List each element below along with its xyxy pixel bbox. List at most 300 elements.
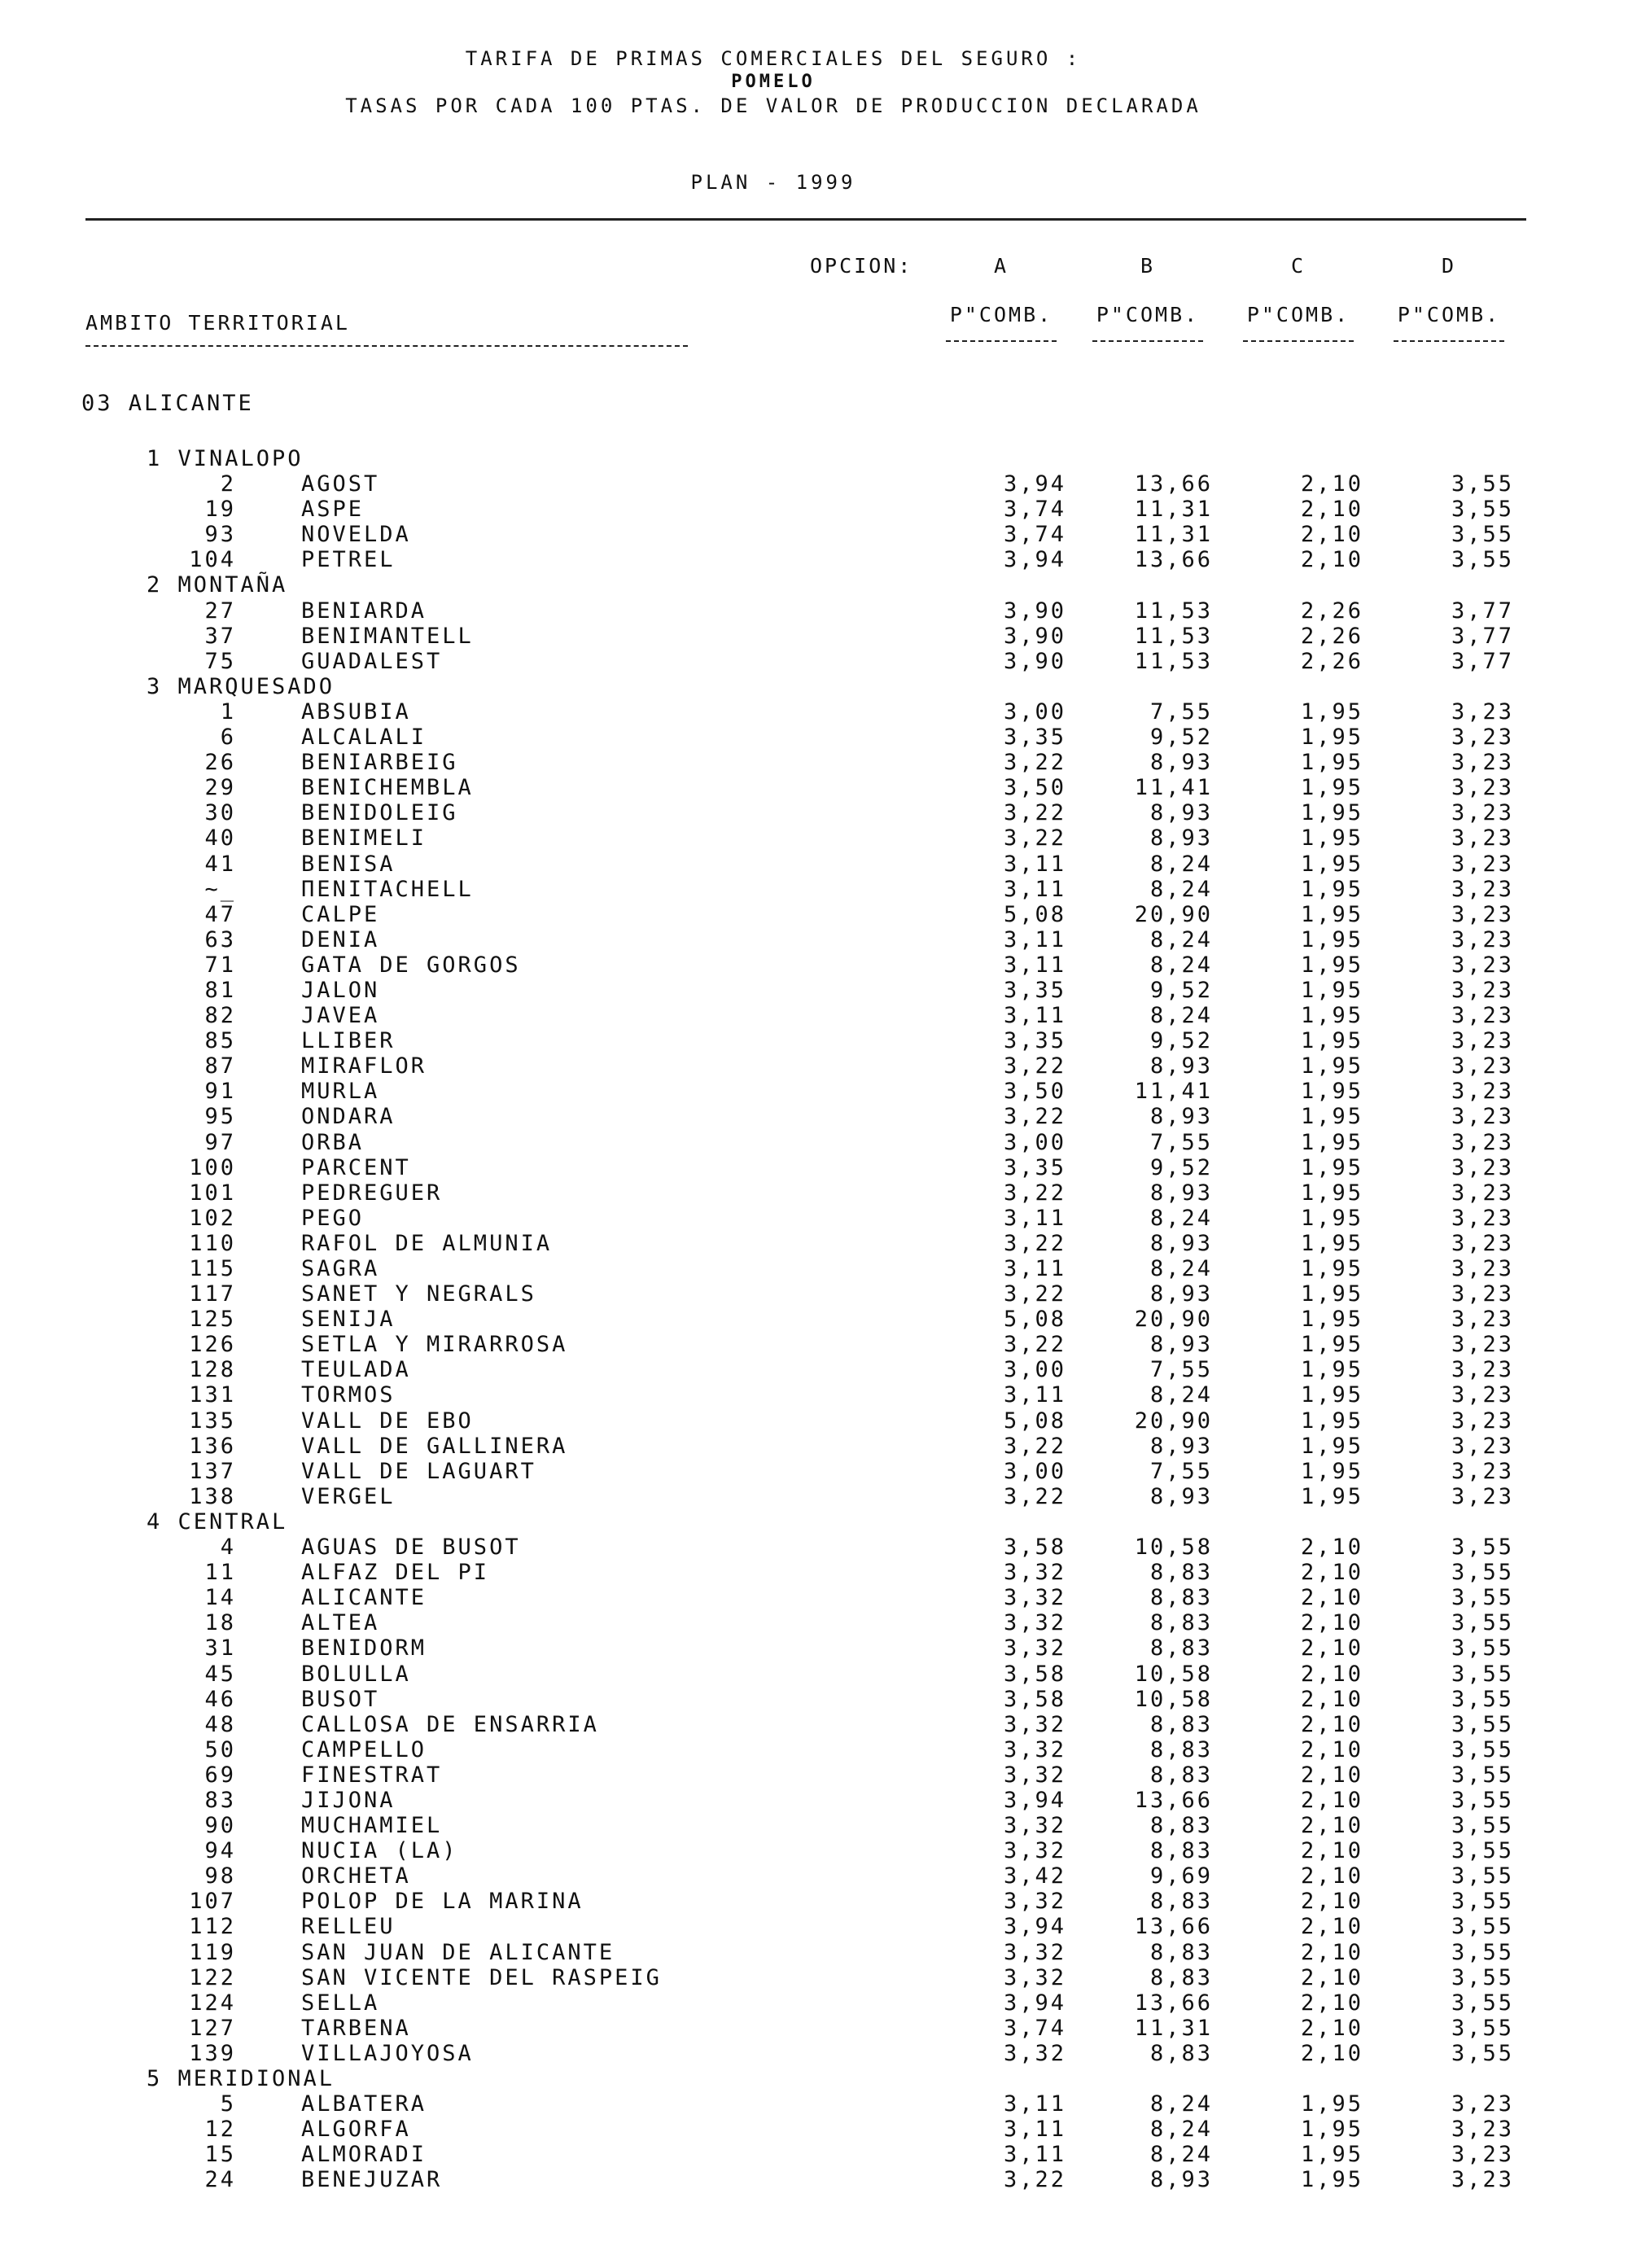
municipality-name: SETLA Y MIRARROSA bbox=[301, 1332, 568, 1358]
table-row bbox=[0, 1889, 1628, 1914]
municipality-name: SANET Y NEGRALS bbox=[301, 1281, 536, 1307]
rate-d: 3,23 bbox=[1451, 1357, 1514, 1383]
rate-d: 3,55 bbox=[1451, 471, 1514, 497]
table-row bbox=[0, 825, 1628, 851]
municipality-code: 12 bbox=[204, 2117, 236, 2143]
rate-a: 3,32 bbox=[1003, 1762, 1066, 1788]
header-rule bbox=[85, 218, 1526, 221]
table-row bbox=[0, 978, 1628, 1003]
rate-c: 1,95 bbox=[1300, 775, 1363, 801]
rate-b: 8,83 bbox=[1149, 1762, 1213, 1788]
municipality-name: ALICANTE bbox=[301, 1585, 427, 1611]
municipality-code: 104 bbox=[189, 547, 236, 573]
rate-c: 2,10 bbox=[1300, 1787, 1363, 1813]
rate-c: 1,95 bbox=[1300, 1408, 1363, 1434]
rate-a: 3,00 bbox=[1003, 1129, 1066, 1155]
rate-c: 1,95 bbox=[1300, 977, 1363, 1003]
rate-a: 3,11 bbox=[1003, 1256, 1066, 1281]
rate-c: 2,26 bbox=[1300, 648, 1363, 674]
doc-subtitle: TASAS POR CADA 100 PTAS. DE VALOR DE PRODUCCION DECLARADA bbox=[345, 94, 1201, 117]
rate-c: 2,10 bbox=[1300, 1939, 1363, 1965]
municipality-code: 18 bbox=[204, 1610, 236, 1636]
table-row bbox=[0, 1560, 1628, 1585]
rate-b: 8,83 bbox=[1149, 1813, 1213, 1839]
rate-b: 13,66 bbox=[1134, 547, 1213, 573]
province-heading: 03 ALICANTE bbox=[81, 391, 254, 416]
rate-b: 8,24 bbox=[1149, 876, 1213, 902]
table-row bbox=[0, 877, 1628, 902]
rate-b: 11,41 bbox=[1134, 775, 1213, 801]
rate-a: 3,58 bbox=[1003, 1686, 1066, 1712]
rate-c: 1,95 bbox=[1300, 876, 1363, 902]
rate-c: 1,95 bbox=[1300, 1332, 1363, 1358]
table-row bbox=[0, 1762, 1628, 1788]
rate-b: 8,83 bbox=[1149, 1711, 1213, 1737]
municipality-code: 26 bbox=[204, 750, 236, 776]
rate-d: 3,23 bbox=[1451, 698, 1514, 725]
rate-a: 3,32 bbox=[1003, 1964, 1066, 1990]
ambito-label: AMBITO TERRITORIAL bbox=[85, 311, 350, 335]
rate-d: 3,23 bbox=[1451, 1180, 1514, 1206]
rate-b: 9,52 bbox=[1149, 1028, 1213, 1054]
col-header-a: P"COMB. bbox=[949, 303, 1053, 326]
municipality-code: 82 bbox=[204, 1003, 236, 1029]
municipality-name: VILLAJOYOSA bbox=[301, 2040, 474, 2066]
group-heading bbox=[0, 2066, 1628, 2091]
rate-b: 9,69 bbox=[1149, 1863, 1213, 1889]
municipality-code: 115 bbox=[189, 1256, 236, 1281]
rate-b: 8,24 bbox=[1149, 1003, 1213, 1029]
rate-a: 3,22 bbox=[1003, 2167, 1066, 2193]
doc-title: TARIFA DE PRIMAS COMERCIALES DEL SEGURO : bbox=[465, 47, 1082, 70]
municipality-code: 47 bbox=[204, 901, 236, 927]
rate-d: 3,55 bbox=[1451, 1914, 1514, 1940]
rate-b: 20,90 bbox=[1134, 901, 1213, 927]
rate-c: 1,95 bbox=[1300, 952, 1363, 978]
rate-d: 3,77 bbox=[1451, 623, 1514, 649]
table-row bbox=[0, 1788, 1628, 1813]
municipality-name: GUADALEST bbox=[301, 648, 443, 674]
municipality-name: BOLULLA bbox=[301, 1661, 411, 1687]
rate-b: 11,41 bbox=[1134, 1079, 1213, 1105]
opcion-label: OPCION: bbox=[810, 254, 913, 278]
table-row bbox=[0, 1382, 1628, 1408]
table-row bbox=[0, 1028, 1628, 1053]
rate-a: 3,22 bbox=[1003, 1433, 1066, 1459]
rate-b: 8,24 bbox=[1149, 1256, 1213, 1281]
rate-a: 3,22 bbox=[1003, 1332, 1066, 1358]
rate-d: 3,55 bbox=[1451, 497, 1514, 523]
rate-d: 3,23 bbox=[1451, 1028, 1514, 1054]
rate-b: 8,24 bbox=[1149, 2117, 1213, 2143]
municipality-name: ORCHETA bbox=[301, 1863, 411, 1889]
rate-b: 10,58 bbox=[1134, 1661, 1213, 1687]
rate-b: 8,83 bbox=[1149, 1635, 1213, 1662]
rate-d: 3,23 bbox=[1451, 977, 1514, 1003]
rate-a: 3,22 bbox=[1003, 1104, 1066, 1130]
table-row bbox=[0, 1662, 1628, 1687]
table-row bbox=[0, 1737, 1628, 1762]
rate-a: 5,08 bbox=[1003, 901, 1066, 927]
rate-a: 3,90 bbox=[1003, 648, 1066, 674]
rate-a: 3,22 bbox=[1003, 1180, 1066, 1206]
municipality-code: 31 bbox=[204, 1635, 236, 1662]
table-row bbox=[0, 2016, 1628, 2041]
rate-a: 3,32 bbox=[1003, 2040, 1066, 2066]
municipality-name: VALL DE GALLINERA bbox=[301, 1433, 568, 1459]
rate-d: 3,55 bbox=[1451, 1964, 1514, 1990]
rate-d: 3,23 bbox=[1451, 1053, 1514, 1079]
municipality-name: ABSUBIA bbox=[301, 698, 411, 725]
rate-c: 2,10 bbox=[1300, 2015, 1363, 2041]
rate-c: 2,10 bbox=[1300, 1585, 1363, 1611]
rate-a: 3,22 bbox=[1003, 825, 1066, 852]
table-row bbox=[0, 1003, 1628, 1028]
rate-c: 2,10 bbox=[1300, 1635, 1363, 1662]
underline-a bbox=[946, 340, 1057, 342]
municipality-name: BENISA bbox=[301, 851, 396, 877]
ambito-underline bbox=[85, 345, 688, 347]
table-row bbox=[0, 1281, 1628, 1307]
rate-a: 3,00 bbox=[1003, 698, 1066, 725]
rate-d: 3,23 bbox=[1451, 775, 1514, 801]
rate-table bbox=[0, 446, 1628, 2192]
underline-d bbox=[1394, 340, 1504, 342]
municipality-code: 63 bbox=[204, 926, 236, 952]
municipality-code: 135 bbox=[189, 1408, 236, 1434]
rate-b: 11,31 bbox=[1134, 497, 1213, 523]
table-row bbox=[0, 1459, 1628, 1484]
rate-a: 3,90 bbox=[1003, 598, 1066, 624]
rate-d: 3,23 bbox=[1451, 2142, 1514, 2168]
municipality-name: AGUAS DE BUSOT bbox=[301, 1535, 521, 1561]
rate-d: 3,55 bbox=[1451, 522, 1514, 548]
rate-b: 8,83 bbox=[1149, 1560, 1213, 1586]
rate-c: 2,10 bbox=[1300, 1964, 1363, 1990]
municipality-code: 93 bbox=[204, 522, 236, 548]
rate-c: 2,10 bbox=[1300, 1711, 1363, 1737]
rate-c: 1,95 bbox=[1300, 1129, 1363, 1155]
municipality-name: ALTEA bbox=[301, 1610, 380, 1636]
municipality-code: 102 bbox=[189, 1205, 236, 1231]
rate-b: 11,53 bbox=[1134, 623, 1213, 649]
rate-d: 3,23 bbox=[1451, 2167, 1514, 2193]
rate-a: 3,58 bbox=[1003, 1661, 1066, 1687]
group-label: 1 VINALOPO bbox=[147, 446, 304, 471]
rate-d: 3,23 bbox=[1451, 952, 1514, 978]
rate-d: 3,23 bbox=[1451, 1281, 1514, 1307]
municipality-name: DENIA bbox=[301, 926, 380, 952]
table-row bbox=[0, 1535, 1628, 1560]
rate-a: 3,00 bbox=[1003, 1458, 1066, 1484]
rate-d: 3,55 bbox=[1451, 1863, 1514, 1889]
municipality-name: GATA DE GORGOS bbox=[301, 952, 521, 978]
table-row bbox=[0, 902, 1628, 927]
rate-a: 3,11 bbox=[1003, 876, 1066, 902]
rate-c: 2,10 bbox=[1300, 1560, 1363, 1586]
rate-c: 1,95 bbox=[1300, 1079, 1363, 1105]
option-c: C bbox=[1290, 254, 1306, 278]
rate-c: 1,95 bbox=[1300, 2142, 1363, 2168]
rate-d: 3,55 bbox=[1451, 1585, 1514, 1611]
municipality-name: BENIMANTELL bbox=[301, 623, 474, 649]
municipality-code: 127 bbox=[189, 2015, 236, 2041]
municipality-name: ALCALALI bbox=[301, 725, 427, 751]
rate-b: 8,24 bbox=[1149, 952, 1213, 978]
table-row bbox=[0, 1256, 1628, 1281]
group-heading bbox=[0, 572, 1628, 598]
table-row bbox=[0, 2041, 1628, 2066]
rate-d: 3,23 bbox=[1451, 1433, 1514, 1459]
rate-d: 3,55 bbox=[1451, 547, 1514, 573]
rate-b: 10,58 bbox=[1134, 1535, 1213, 1561]
municipality-name: SAGRA bbox=[301, 1256, 380, 1281]
municipality-name: BENIDORM bbox=[301, 1635, 427, 1662]
rate-d: 3,23 bbox=[1451, 825, 1514, 852]
rate-d: 3,77 bbox=[1451, 648, 1514, 674]
rate-c: 1,95 bbox=[1300, 1281, 1363, 1307]
rate-b: 7,55 bbox=[1149, 1357, 1213, 1383]
rate-d: 3,55 bbox=[1451, 1990, 1514, 2016]
table-row bbox=[0, 598, 1628, 624]
municipality-name: BENEJUZAR bbox=[301, 2167, 443, 2193]
rate-d: 3,55 bbox=[1451, 1787, 1514, 1813]
group-label: 2 MONTAÑA bbox=[147, 572, 288, 598]
col-header-b: P"COMB. bbox=[1096, 303, 1200, 326]
rate-b: 13,66 bbox=[1134, 1914, 1213, 1940]
rate-d: 3,23 bbox=[1451, 2117, 1514, 2143]
rate-a: 3,22 bbox=[1003, 750, 1066, 776]
municipality-code: 41 bbox=[204, 851, 236, 877]
rate-b: 8,83 bbox=[1149, 1610, 1213, 1636]
rate-c: 2,10 bbox=[1300, 522, 1363, 548]
rate-c: 1,95 bbox=[1300, 1205, 1363, 1231]
municipality-name: ORBA bbox=[301, 1129, 365, 1155]
municipality-code: 29 bbox=[204, 775, 236, 801]
rate-a: 3,35 bbox=[1003, 1154, 1066, 1180]
option-a: A bbox=[993, 254, 1009, 278]
rate-c: 2,26 bbox=[1300, 623, 1363, 649]
rate-d: 3,55 bbox=[1451, 1711, 1514, 1737]
municipality-name: ALBATERA bbox=[301, 2091, 427, 2117]
municipality-code: 40 bbox=[204, 825, 236, 852]
table-row bbox=[0, 800, 1628, 825]
rate-b: 8,93 bbox=[1149, 1180, 1213, 1206]
rate-c: 2,10 bbox=[1300, 1610, 1363, 1636]
rate-d: 3,55 bbox=[1451, 1535, 1514, 1561]
municipality-code: 126 bbox=[189, 1332, 236, 1358]
municipality-code: 75 bbox=[204, 648, 236, 674]
rate-b: 20,90 bbox=[1134, 1408, 1213, 1434]
rate-c: 1,95 bbox=[1300, 1458, 1363, 1484]
rate-c: 2,26 bbox=[1300, 598, 1363, 624]
municipality-name: BENIARBEIG bbox=[301, 750, 458, 776]
rate-a: 3,22 bbox=[1003, 1483, 1066, 1509]
rate-c: 1,95 bbox=[1300, 2167, 1363, 2193]
municipality-code: 50 bbox=[204, 1736, 236, 1762]
rate-d: 3,23 bbox=[1451, 1256, 1514, 1281]
rate-d: 3,23 bbox=[1451, 901, 1514, 927]
municipality-name: SAN JUAN DE ALICANTE bbox=[301, 1939, 615, 1965]
col-header-d: P"COMB. bbox=[1397, 303, 1501, 326]
rate-d: 3,55 bbox=[1451, 1686, 1514, 1712]
rate-c: 1,95 bbox=[1300, 1230, 1363, 1256]
municipality-name: PEGO bbox=[301, 1205, 365, 1231]
group-label: 4 CENTRAL bbox=[147, 1508, 288, 1535]
rate-a: 3,94 bbox=[1003, 1990, 1066, 2016]
table-row bbox=[0, 547, 1628, 572]
rate-c: 1,95 bbox=[1300, 1028, 1363, 1054]
rate-d: 3,23 bbox=[1451, 926, 1514, 952]
municipality-name: LLIBER bbox=[301, 1028, 396, 1054]
rate-d: 3,55 bbox=[1451, 1838, 1514, 1864]
table-row bbox=[0, 1863, 1628, 1889]
table-row bbox=[0, 952, 1628, 978]
municipality-code: 125 bbox=[189, 1307, 236, 1333]
municipality-code: 27 bbox=[204, 598, 236, 624]
rate-c: 2,10 bbox=[1300, 1813, 1363, 1839]
table-row bbox=[0, 852, 1628, 877]
rate-a: 3,11 bbox=[1003, 2142, 1066, 2168]
municipality-name: RELLEU bbox=[301, 1914, 396, 1940]
rate-d: 3,23 bbox=[1451, 1104, 1514, 1130]
table-row bbox=[0, 1104, 1628, 1129]
rate-c: 1,95 bbox=[1300, 1483, 1363, 1509]
rate-d: 3,23 bbox=[1451, 750, 1514, 776]
underline-c bbox=[1243, 340, 1354, 342]
municipality-code: 85 bbox=[204, 1028, 236, 1054]
municipality-name: VALL DE LAGUART bbox=[301, 1458, 536, 1484]
municipality-code: 107 bbox=[189, 1889, 236, 1915]
rate-a: 3,22 bbox=[1003, 1230, 1066, 1256]
crop-name: POMELO bbox=[731, 72, 816, 92]
rate-d: 3,55 bbox=[1451, 1560, 1514, 1586]
municipality-name: ASPE bbox=[301, 497, 365, 523]
municipality-name: NUCIA (LA) bbox=[301, 1838, 458, 1864]
table-row bbox=[0, 1434, 1628, 1459]
rate-d: 3,23 bbox=[1451, 851, 1514, 877]
municipality-code: 15 bbox=[204, 2142, 236, 2168]
rate-b: 8,93 bbox=[1149, 825, 1213, 852]
rate-b: 8,24 bbox=[1149, 1382, 1213, 1408]
rate-a: 3,35 bbox=[1003, 977, 1066, 1003]
municipality-code: 11 bbox=[204, 1560, 236, 1586]
municipality-code: 97 bbox=[204, 1129, 236, 1155]
municipality-name: PETREL bbox=[301, 547, 396, 573]
rate-b: 8,83 bbox=[1149, 1838, 1213, 1864]
rate-a: 3,11 bbox=[1003, 952, 1066, 978]
municipality-code: 2 bbox=[220, 471, 236, 497]
rate-a: 3,35 bbox=[1003, 1028, 1066, 1054]
rate-c: 2,10 bbox=[1300, 1661, 1363, 1687]
municipality-name: SENIJA bbox=[301, 1307, 396, 1333]
municipality-name: TORMOS bbox=[301, 1382, 396, 1408]
table-row bbox=[0, 1940, 1628, 1965]
rate-d: 3,55 bbox=[1451, 1889, 1514, 1915]
rate-c: 1,95 bbox=[1300, 1154, 1363, 1180]
rate-a: 3,50 bbox=[1003, 1079, 1066, 1105]
rate-b: 8,24 bbox=[1149, 926, 1213, 952]
table-row bbox=[0, 1990, 1628, 2016]
rate-c: 1,95 bbox=[1300, 1357, 1363, 1383]
rate-d: 3,23 bbox=[1451, 725, 1514, 751]
rate-b: 7,55 bbox=[1149, 698, 1213, 725]
rate-a: 3,11 bbox=[1003, 851, 1066, 877]
rate-c: 1,95 bbox=[1300, 725, 1363, 751]
rate-b: 8,83 bbox=[1149, 1889, 1213, 1915]
table-row bbox=[0, 522, 1628, 547]
municipality-code: 1 bbox=[220, 698, 236, 725]
municipality-code: ~_ bbox=[204, 876, 236, 902]
rate-d: 3,23 bbox=[1451, 2091, 1514, 2117]
table-row bbox=[0, 725, 1628, 750]
rate-d: 3,55 bbox=[1451, 2040, 1514, 2066]
table-row bbox=[0, 624, 1628, 649]
rate-b: 8,93 bbox=[1149, 1230, 1213, 1256]
rate-d: 3,77 bbox=[1451, 598, 1514, 624]
rate-c: 1,95 bbox=[1300, 1433, 1363, 1459]
table-row bbox=[0, 2091, 1628, 2117]
rate-a: 3,11 bbox=[1003, 1205, 1066, 1231]
municipality-code: 24 bbox=[204, 2167, 236, 2193]
municipality-code: 138 bbox=[189, 1483, 236, 1509]
rate-a: 3,94 bbox=[1003, 547, 1066, 573]
table-row bbox=[0, 1231, 1628, 1256]
table-row bbox=[0, 1180, 1628, 1206]
rate-d: 3,23 bbox=[1451, 1332, 1514, 1358]
rate-d: 3,23 bbox=[1451, 1129, 1514, 1155]
rate-c: 1,95 bbox=[1300, 1104, 1363, 1130]
rate-b: 8,93 bbox=[1149, 1281, 1213, 1307]
table-row bbox=[0, 649, 1628, 674]
municipality-name: BUSOT bbox=[301, 1686, 380, 1712]
municipality-code: 100 bbox=[189, 1154, 236, 1180]
group-heading bbox=[0, 446, 1628, 471]
rate-d: 3,23 bbox=[1451, 800, 1514, 826]
rate-c: 1,95 bbox=[1300, 2117, 1363, 2143]
rate-b: 8,83 bbox=[1149, 1585, 1213, 1611]
table-row bbox=[0, 2167, 1628, 2192]
rate-c: 1,95 bbox=[1300, 1382, 1363, 1408]
municipality-name: MURLA bbox=[301, 1079, 380, 1105]
municipality-name: ΠENITACHELL bbox=[301, 876, 474, 902]
municipality-code: 5 bbox=[220, 2091, 236, 2117]
municipality-name: MUCHAMIEL bbox=[301, 1813, 443, 1839]
municipality-code: 45 bbox=[204, 1661, 236, 1687]
rate-d: 3,55 bbox=[1451, 1813, 1514, 1839]
rate-c: 2,10 bbox=[1300, 1535, 1363, 1561]
rate-a: 3,11 bbox=[1003, 1382, 1066, 1408]
municipality-code: 136 bbox=[189, 1433, 236, 1459]
rate-b: 9,52 bbox=[1149, 725, 1213, 751]
rate-d: 3,23 bbox=[1451, 1408, 1514, 1434]
rate-a: 3,74 bbox=[1003, 522, 1066, 548]
rate-d: 3,55 bbox=[1451, 1762, 1514, 1788]
municipality-name: BENIARDA bbox=[301, 598, 427, 624]
rate-d: 3,23 bbox=[1451, 1079, 1514, 1105]
rate-c: 1,95 bbox=[1300, 1053, 1363, 1079]
municipality-code: 87 bbox=[204, 1053, 236, 1079]
municipality-code: 137 bbox=[189, 1458, 236, 1484]
rate-c: 1,95 bbox=[1300, 698, 1363, 725]
rate-a: 3,32 bbox=[1003, 1939, 1066, 1965]
municipality-name: JALON bbox=[301, 977, 380, 1003]
municipality-code: 117 bbox=[189, 1281, 236, 1307]
table-row bbox=[0, 1965, 1628, 1990]
col-header-c: P"COMB. bbox=[1246, 303, 1350, 326]
rate-b: 8,93 bbox=[1149, 800, 1213, 826]
rate-c: 1,95 bbox=[1300, 1256, 1363, 1281]
